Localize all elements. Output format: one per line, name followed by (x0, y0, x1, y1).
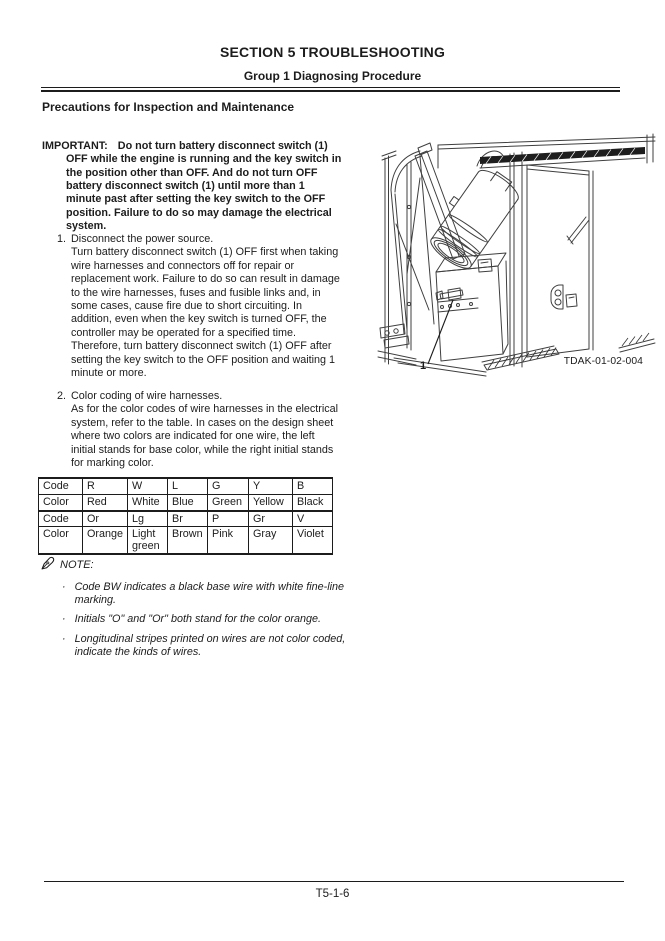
table-cell: Pink (208, 527, 249, 555)
bullet-dot: · (62, 632, 66, 645)
page-heading: Precautions for Inspection and Maintenance (42, 100, 295, 114)
page-number: T5-1-6 (315, 888, 350, 900)
line-art-illustration (374, 132, 660, 378)
step-2 (42, 390, 342, 470)
table-row (39, 495, 333, 512)
figure-caption: TDAK-01-02-004 (563, 356, 643, 367)
table-cell: W (128, 478, 168, 495)
table-cell: Gray (249, 527, 293, 555)
note-item (62, 613, 350, 626)
step-1-number: 1. (57, 233, 67, 245)
note-item-text: Longitudinal stripes printed on wires are not color coded, indicate the kinds of wires. (74, 632, 346, 658)
step-1-text: Turn battery disconnect switch (1) OFF first when taking wire harnesses and connectors off for repair or replacement work. Failure to do so can result in damage to the wire harnesses, fuses and fusible links and, in some cases, cause fire due to short circuiting. In addition, even when the key switch is turned OFF, the controller may be operated for a specified time. Therefore, turn battery disconnect switch (1) OFF after setting the key switch to the OFF position and waiting 1 minute or more. (71, 246, 340, 380)
table-cell: Lg (128, 511, 168, 527)
table-cell: Orange (83, 527, 128, 555)
table-row (39, 527, 333, 555)
table-cell: Code (39, 478, 83, 495)
table-cell: Gr (249, 511, 293, 527)
table-cell: B (293, 478, 333, 495)
table-cell: Y (249, 478, 293, 495)
important-text: Do not turn battery disconnect switch (1) OFF while the engine is running and the key switch in the position other than OFF. And do not turn OFF battery disconnect switch (1) until more than 1 minute past after setting the key switch to the OFF position. Failure to do so may damage the electrical system. (66, 139, 342, 233)
wire-color-code-table (38, 477, 333, 555)
table-cell: Blue (168, 495, 208, 512)
table-cell: Br (168, 511, 208, 527)
table-cell: G (208, 478, 249, 495)
important-label: IMPORTANT: (42, 139, 108, 152)
table-cell: Black (293, 495, 333, 512)
table-cell: Code (39, 511, 83, 527)
table-cell: Yellow (249, 495, 293, 512)
table-row (39, 478, 333, 495)
step-2-body (71, 390, 342, 470)
step-1 (42, 233, 342, 380)
callout-number: 1 (420, 360, 427, 372)
table-cell: Green (208, 495, 249, 512)
table-cell: Color (39, 527, 83, 555)
table-row (39, 511, 333, 527)
note-item-text: Initials "O" and "Or" both stand for the color orange. (74, 613, 322, 626)
table-cell: V (293, 511, 333, 527)
table-cell: R (83, 478, 128, 495)
step-2-number: 2. (57, 390, 67, 402)
table-cell: Color (39, 495, 83, 512)
table-cell: P (208, 511, 249, 527)
step-1-body (71, 233, 342, 380)
step-2-text: As for the color codes of wire harnesses in the electrical system, refer to the table. In cases on the design sheet where two colors are indicated for one wire, the left initial stands for base color, while the right initial stands for marking color. (71, 403, 339, 470)
table-cell: L (168, 478, 208, 495)
important-paragraph (42, 140, 342, 234)
note-item (62, 581, 350, 607)
table-cell: Brown (168, 527, 208, 555)
footer-rule (44, 881, 624, 882)
table-cell: Light green (128, 527, 168, 555)
bullet-dot: · (62, 581, 66, 593)
note-header (40, 556, 350, 574)
note-label: NOTE: (60, 559, 94, 571)
document-header (0, 44, 665, 83)
note-item (62, 633, 350, 659)
table-cell: Red (83, 495, 128, 512)
note-items (40, 581, 350, 659)
table-cell: Or (83, 511, 128, 527)
note-item-text: Code BW indicates a black base wire with white fine-line marking. (74, 581, 345, 607)
header-double-rule (41, 87, 620, 92)
battery-disconnect-switch-figure (374, 132, 660, 384)
section-title: SECTION 5 TROUBLESHOOTING (219, 44, 446, 60)
pen-icon (40, 556, 55, 574)
bullet-dot: · (62, 613, 66, 626)
step-1-title: Disconnect the power source. (71, 233, 214, 245)
table-cell: Violet (293, 527, 333, 555)
step-2-title: Color coding of wire harnesses. (71, 390, 223, 402)
group-subtitle: Group 1 Diagnosing Procedure (243, 69, 422, 83)
table-cell: White (128, 495, 168, 512)
note-block (40, 556, 350, 665)
